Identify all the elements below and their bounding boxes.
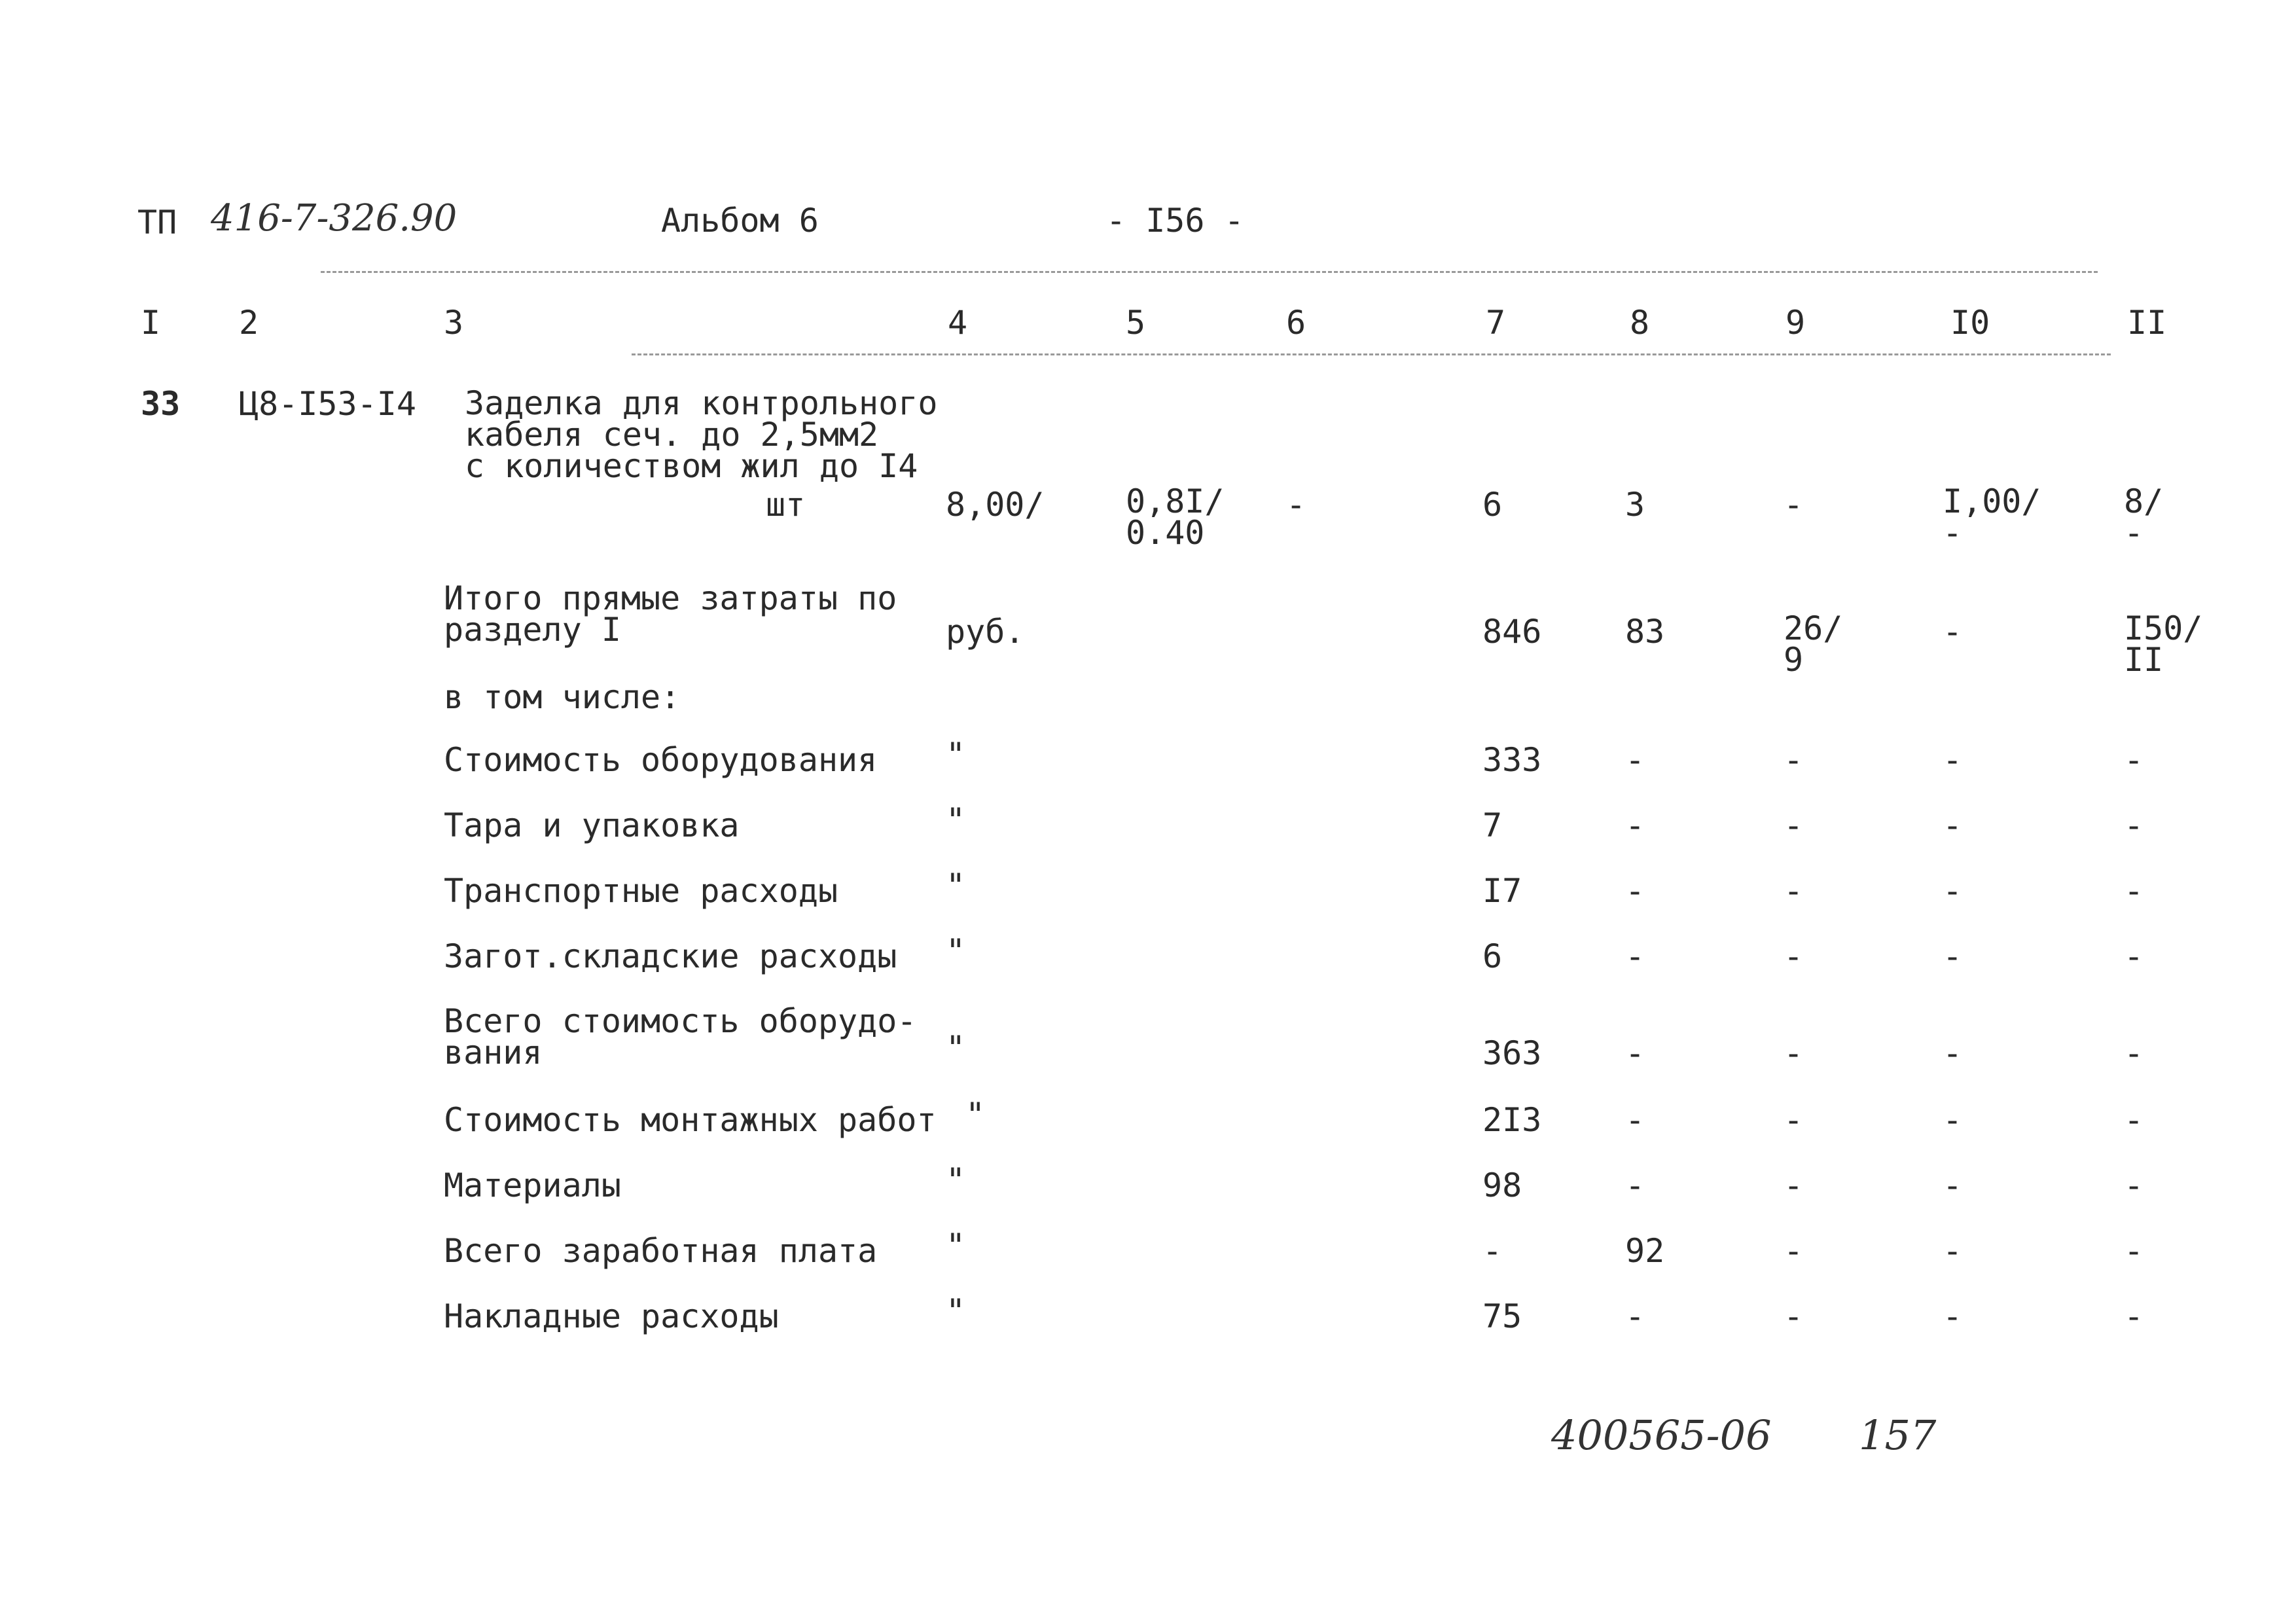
col-header-8: 8 xyxy=(1630,304,1650,342)
row-col11: - xyxy=(2124,1101,2144,1139)
total-label xyxy=(444,579,897,649)
item-col10 xyxy=(1943,482,2041,552)
row-col8: - xyxy=(1625,1034,1645,1072)
item-col5 xyxy=(1126,482,1225,552)
row-col7: 7 xyxy=(1482,806,1503,844)
total-col11 xyxy=(2124,609,2203,679)
item-col10-top: I,00/ xyxy=(1943,482,2041,520)
col-header-4: 4 xyxy=(948,304,968,342)
row-col10: - xyxy=(1943,937,1963,975)
row-col11: - xyxy=(2124,1297,2144,1335)
col-header-5: 5 xyxy=(1126,304,1146,342)
row-col7: 333 xyxy=(1482,741,1542,779)
row-col9: - xyxy=(1784,1034,1804,1072)
total-unit: руб. xyxy=(946,613,1025,651)
row-label: Стоимость монтажных работ xyxy=(444,1101,937,1139)
total-label-line1: Итого прямые затраты по xyxy=(444,579,897,617)
row-col9: - xyxy=(1784,937,1804,975)
item-col10-bottom: - xyxy=(1943,514,1963,552)
row-unit: " xyxy=(946,736,966,774)
item-desc-line1: Заделка для контрольного xyxy=(465,384,938,422)
item-description xyxy=(465,384,938,485)
row-label: Тара и упаковка xyxy=(444,806,740,844)
item-col7: 6 xyxy=(1482,486,1503,524)
col-header-9: 9 xyxy=(1785,304,1806,342)
row-col10: - xyxy=(1943,1034,1963,1072)
row-col10: - xyxy=(1943,1232,1963,1270)
row-label: Всего заработная плата xyxy=(444,1232,878,1270)
item-col11-top: 8/ xyxy=(2124,482,2164,520)
total-col7: 846 xyxy=(1482,613,1542,651)
item-col11-bottom: - xyxy=(2124,514,2144,552)
row-col11: - xyxy=(2124,872,2144,910)
row-col7: 98 xyxy=(1482,1166,1522,1204)
row-label: Транспортные расходы xyxy=(444,872,838,910)
row-unit: " xyxy=(946,1029,966,1067)
item-desc-line3: с количеством жил до I4 xyxy=(465,447,918,485)
row-unit: " xyxy=(946,801,966,839)
including-label: в том числе: xyxy=(444,678,681,716)
row-col9: - xyxy=(1784,1166,1804,1204)
row-col11: - xyxy=(2124,806,2144,844)
row-label-continued: вания xyxy=(444,1034,543,1072)
total-col9 xyxy=(1784,609,1843,679)
row-col11: - xyxy=(2124,937,2144,975)
col-header-10: I0 xyxy=(1950,304,1990,342)
header-tp: ТП xyxy=(137,204,177,242)
item-col9: - xyxy=(1784,486,1804,524)
row-col10: - xyxy=(1943,872,1963,910)
total-label-line2: разделу I xyxy=(444,611,621,649)
row-col8: - xyxy=(1625,937,1645,975)
row-col9: - xyxy=(1784,872,1804,910)
row-label-multiline xyxy=(444,1002,917,1072)
col-header-2: 2 xyxy=(239,304,259,342)
row-col8: - xyxy=(1625,1166,1645,1204)
row-col11: - xyxy=(2124,1232,2144,1270)
row-col8: - xyxy=(1625,872,1645,910)
header-album: Альбом 6 xyxy=(661,202,819,240)
total-col11-bottom: II xyxy=(2124,641,2164,679)
row-col7: - xyxy=(1482,1232,1503,1270)
total-col8: 83 xyxy=(1625,613,1665,651)
header-page-number: - I56 - xyxy=(1106,202,1244,240)
col-header-7: 7 xyxy=(1486,304,1506,342)
row-col10: - xyxy=(1943,1166,1963,1204)
col-header-1: I xyxy=(141,304,161,342)
row-col10: - xyxy=(1943,741,1963,779)
item-col11 xyxy=(2124,482,2164,552)
total-col10: - xyxy=(1943,613,1963,651)
row-label: Материалы xyxy=(444,1166,621,1204)
item-col8: 3 xyxy=(1625,486,1645,524)
row-label: Накладные расходы xyxy=(444,1297,779,1335)
item-unit: шт xyxy=(766,486,806,524)
col-header-6: 6 xyxy=(1286,304,1306,342)
row-unit: " xyxy=(946,932,966,970)
row-label: Загот.складские расходы xyxy=(444,937,897,975)
row-col8: - xyxy=(1625,1297,1645,1335)
row-col8: - xyxy=(1625,741,1645,779)
total-col11-top: I50/ xyxy=(2124,609,2203,647)
row-col9: - xyxy=(1784,806,1804,844)
row-col11: - xyxy=(2124,1034,2144,1072)
footer-document-code: 400565-06 xyxy=(1551,1411,1772,1459)
item-col5-top: 0,8I/ xyxy=(1126,482,1225,520)
row-col9: - xyxy=(1784,1232,1804,1270)
col-header-11: II xyxy=(2127,304,2167,342)
row-col7: 6 xyxy=(1482,937,1503,975)
row-col10: - xyxy=(1943,1297,1963,1335)
row-col7: 363 xyxy=(1482,1034,1542,1072)
total-col9-bottom: 9 xyxy=(1784,641,1804,679)
row-col8: - xyxy=(1625,806,1645,844)
col-header-3: 3 xyxy=(444,304,464,342)
item-number: 33 xyxy=(141,385,181,423)
item-col5-bottom: 0.40 xyxy=(1126,514,1205,552)
column-header-rule xyxy=(632,353,2111,355)
row-col11: - xyxy=(2124,1166,2144,1204)
row-col7: 2I3 xyxy=(1482,1101,1542,1139)
row-col10: - xyxy=(1943,1101,1963,1139)
row-col8: - xyxy=(1625,1101,1645,1139)
row-col7: I7 xyxy=(1482,872,1522,910)
footer-sheet-number: 157 xyxy=(1859,1411,1937,1459)
row-unit: " xyxy=(946,867,966,905)
row-col7: 75 xyxy=(1482,1297,1522,1335)
item-desc-line2: кабеля сеч. до 2,5мм2 xyxy=(465,416,879,454)
row-col8: 92 xyxy=(1625,1232,1665,1270)
row-unit: " xyxy=(946,1161,966,1199)
row-col9: - xyxy=(1784,1297,1804,1335)
row-unit: " xyxy=(946,1292,966,1330)
header-rule xyxy=(321,271,2098,273)
item-code: Ц8-I53-I4 xyxy=(239,385,416,423)
row-col9: - xyxy=(1784,1101,1804,1139)
row-col10: - xyxy=(1943,806,1963,844)
header-project-code: 416-7-326.90 xyxy=(211,197,457,240)
row-label: Стоимость оборудования xyxy=(444,741,878,779)
row-unit: " xyxy=(946,1227,966,1265)
item-col6: - xyxy=(1286,486,1306,524)
row-col9: - xyxy=(1784,741,1804,779)
row-col11: - xyxy=(2124,741,2144,779)
total-col9-top: 26/ xyxy=(1784,609,1843,647)
row-unit: " xyxy=(965,1096,986,1134)
item-col4: 8,00/ xyxy=(946,486,1045,524)
row-label: Всего стоимость оборудо- xyxy=(444,1002,917,1040)
